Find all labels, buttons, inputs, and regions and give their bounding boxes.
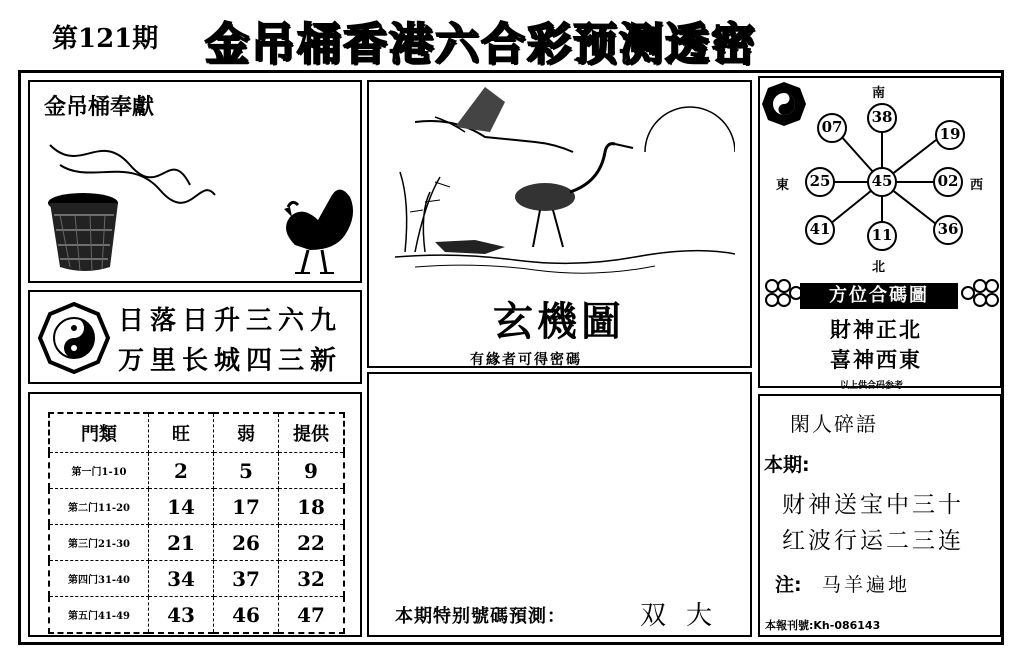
header-category: 門類 xyxy=(49,413,149,453)
cell-tigong: 9 xyxy=(279,453,345,489)
direction-east: 東 xyxy=(776,178,790,193)
table-row xyxy=(49,489,344,525)
cell-ruo: 5 xyxy=(214,453,279,489)
compass-labels xyxy=(760,80,1000,280)
special-number-label: 本期特别號碼預測： xyxy=(395,606,566,627)
reeds-icon xyxy=(400,172,450,252)
joy-god-line: 喜神西東 xyxy=(830,347,922,372)
cell-wang: 2 xyxy=(149,453,214,489)
table-row xyxy=(49,453,344,489)
note-text: 马羊遍地 xyxy=(822,574,911,596)
compass-number-s: 11 xyxy=(871,226,893,244)
row-label: 第五门41-49 xyxy=(49,597,149,634)
sun-icon xyxy=(645,107,735,152)
row-label: 第三门21-30 xyxy=(49,525,149,561)
cell-tigong: 22 xyxy=(279,525,345,561)
cell-wang: 34 xyxy=(149,561,214,597)
special-number-answer: 双大 xyxy=(640,601,733,631)
table-row xyxy=(49,597,344,634)
chart-title-bar: 方位合碼圖 xyxy=(800,283,958,309)
compass-number-nw: 07 xyxy=(821,118,843,136)
cell-tigong: 18 xyxy=(279,489,345,525)
cell-ruo: 26 xyxy=(214,525,279,561)
cell-tigong: 32 xyxy=(279,561,345,597)
table-row xyxy=(49,525,344,561)
compass-number-e: 02 xyxy=(937,172,959,190)
door-table xyxy=(48,412,345,634)
row-label: 第一门1-10 xyxy=(49,453,149,489)
direction-south: 南 xyxy=(872,86,886,101)
compass-number-n: 38 xyxy=(871,108,893,126)
poem-line-2: 万里长城四三新 xyxy=(118,346,343,376)
issue-number: 第121期 xyxy=(52,24,159,54)
cell-ruo: 37 xyxy=(214,561,279,597)
cell-ruo: 46 xyxy=(214,597,279,634)
page-title: 金吊桶香港六合彩预测透密 xyxy=(205,19,757,70)
cell-ruo: 17 xyxy=(214,489,279,525)
compass-number-w: 25 xyxy=(809,172,831,190)
cell-wang: 43 xyxy=(149,597,214,634)
header-ruo: 弱 xyxy=(214,413,279,453)
table-row xyxy=(49,561,344,597)
water-icon xyxy=(395,240,735,273)
idle-talk-title: 閑人碎語 xyxy=(790,412,878,436)
bucket-rooster-illustration xyxy=(40,135,360,280)
header-tigong: 提供 xyxy=(279,413,345,453)
publication-code: 本報刊號:Kh-086143 xyxy=(765,619,881,632)
compass-number-se: 36 xyxy=(937,220,959,238)
direction-north: 北 xyxy=(872,260,886,275)
idle-talk-line-2: 红波行运二三连 xyxy=(782,528,964,554)
cell-wang: 14 xyxy=(149,489,214,525)
rooster-icon xyxy=(284,189,353,273)
flying-crane-icon xyxy=(415,87,573,152)
row-label: 第四门31-40 xyxy=(49,561,149,597)
standing-crane-icon xyxy=(515,144,633,247)
period-label: 本期: xyxy=(764,454,810,476)
compass-center-number: 45 xyxy=(871,172,893,190)
cell-wang: 21 xyxy=(149,525,214,561)
note-label: 注: xyxy=(775,574,802,596)
bucket-icon xyxy=(48,145,215,271)
poem-line-1: 日落日升三六九 xyxy=(118,306,343,336)
idle-talk-line-1: 财神送宝中三十 xyxy=(782,492,964,518)
reference-note: 以上供合码参考 xyxy=(840,381,904,391)
picture-title: 玄機圖 xyxy=(493,298,625,345)
picture-caption: 有緣者可得密碼 xyxy=(470,352,582,368)
compass-number-sw: 41 xyxy=(809,220,831,238)
crane-illustration xyxy=(395,82,735,277)
direction-west: 西 xyxy=(970,178,984,193)
header-wang: 旺 xyxy=(149,413,214,453)
fortune-god-line: 財神正北 xyxy=(830,317,922,342)
bagua-icon xyxy=(36,302,112,374)
gift-title: 金吊桶奉獻 xyxy=(44,95,155,120)
compass-number-ne: 19 xyxy=(939,125,961,143)
row-label: 第二门11-20 xyxy=(49,489,149,525)
cell-tigong: 47 xyxy=(279,597,345,634)
table-header-row xyxy=(49,413,344,453)
